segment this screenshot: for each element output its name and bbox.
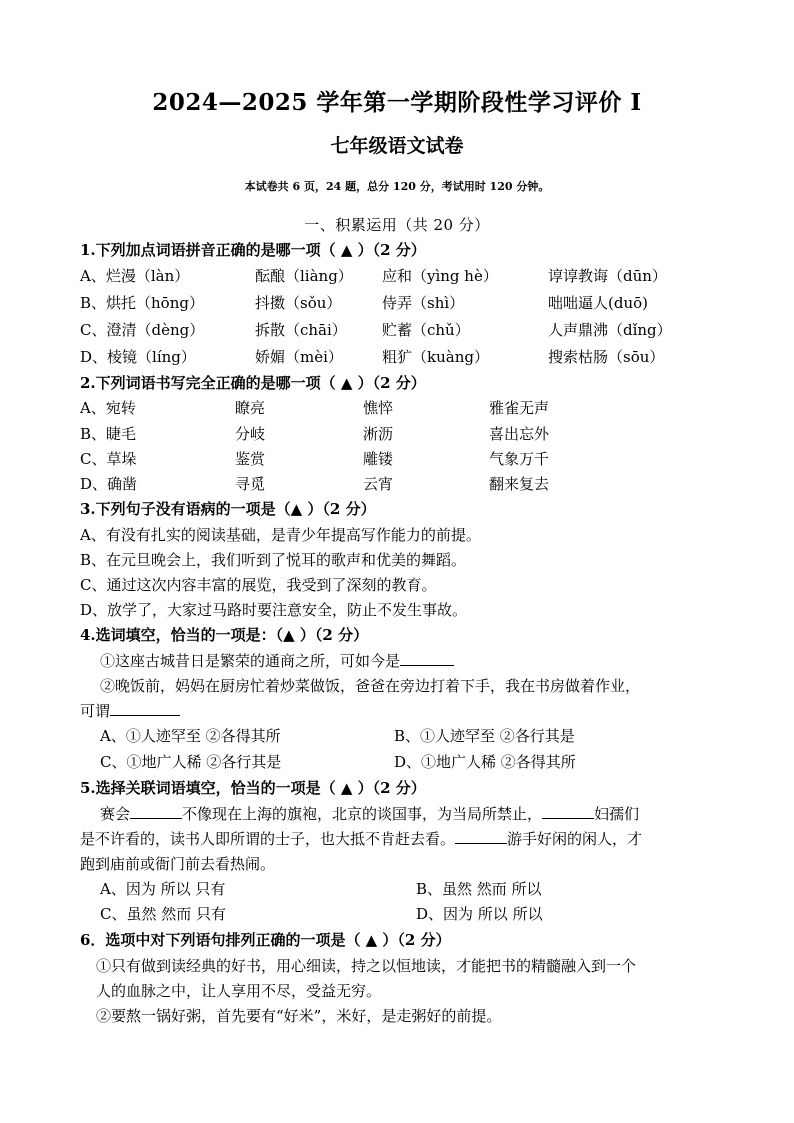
question-4-sentence-2: ②晚饭前，妈妈在厨房忙着炒菜做饭，爸爸在旁边打着下手，我在书房做着作业，	[100, 677, 641, 695]
exam-note: 本试卷共 6 页，24 题，总分 120 分，考试用时 120 分钟。	[244, 180, 550, 193]
question-4-stem: 4.选词填空，恰当的一项是：（▲ ）（2 分）	[80, 626, 369, 644]
option-cell: 鉴赏	[235, 450, 266, 468]
question-5-stem: 5.选择关联词语填空，恰当的一项是（ ▲ ）（2 分）	[80, 779, 426, 797]
question-6-stem: 6．选项中对下列语句排列正确的一项是（ ▲ ）（2 分）	[80, 931, 451, 949]
exam-subtitle: 七年级语文试卷	[330, 135, 464, 157]
answer-blank	[130, 804, 182, 819]
question-5-passage-line-1	[100, 803, 639, 824]
option-cell: A、烂漫（làn）	[80, 267, 190, 285]
question-6-sentence-1: ①只有做到读经典的好书，用心细读，持之以恒地读，才能把书的精髓融入到一个	[96, 957, 637, 975]
passage-text: 不像现在上海的旗袍，北京的谈国事，为当局所禁止，	[182, 805, 543, 823]
option-cell: 应和（yìng hè）	[382, 267, 498, 285]
sentence-text: ①这座古城昔日是繁荣的通商之所，可如今是	[100, 652, 401, 670]
option-cell: B、睫毛	[80, 425, 137, 443]
answer-blank	[110, 701, 180, 716]
question-3-option-d: D、放学了，大家过马路时要注意安全，防止不发生事故。	[80, 601, 468, 619]
option-cell: 喜出忘外	[489, 425, 550, 443]
option-cell: 寻觅	[235, 475, 266, 493]
option-cell: 抖擞（sǒu）	[255, 294, 342, 312]
question-1-stem: 1.下列加点词语拼音正确的是哪一项（ ▲ ）（2 分）	[80, 241, 426, 259]
question-5-passage-line-3: 跑到庙前或衙门前去看热闹。	[80, 855, 276, 873]
option-cell: 搜索枯肠（sōu）	[548, 348, 665, 366]
passage-text: 是不许看的，读书人即所谓的士子，也大抵不肯赶去看。	[80, 830, 456, 848]
passage-text: 赛会	[100, 805, 131, 823]
option-cell: D、棱镜（líng）	[80, 348, 196, 366]
option-cell: 淅沥	[363, 425, 394, 443]
option-cell: 侍弄（shì）	[382, 294, 465, 312]
passage-text: 游手好闲的闲人，才	[507, 830, 643, 848]
option-cell: 憔悴	[363, 399, 394, 417]
question-5-passage-line-2	[80, 828, 642, 849]
option-cell: C、草垛	[80, 450, 137, 468]
question-3-option-b: B、在元旦晚会上，我们听到了悦耳的歌声和优美的舞蹈。	[80, 551, 467, 569]
question-4-sentence-1	[100, 650, 454, 671]
question-6-sentence-1-cont: 人的血脉之中，让人享用不尽，受益无穷。	[96, 982, 382, 1000]
option-cell: 雕镂	[363, 450, 394, 468]
sentence-text: 可谓	[80, 702, 111, 720]
section-heading: 一、积累运用（共 20 分）	[304, 216, 490, 234]
option-cell: 云宵	[363, 475, 394, 493]
exam-title: 2024—2025 学年第一学期阶段性学习评价 I	[152, 89, 642, 116]
option-cell: 粗犷（kuàng）	[382, 348, 489, 366]
option-cell: 人声鼎沸（dǐng）	[548, 321, 672, 339]
option-cell: 贮蓄（chǔ）	[382, 321, 470, 339]
option-cell: 拆散（chāi）	[255, 321, 347, 339]
option-cell: 翻来复去	[489, 475, 550, 493]
question-5-option-c: C、虽然 然而 只有	[100, 905, 227, 923]
option-cell: B、烘托（hōng）	[80, 294, 204, 312]
answer-blank	[542, 804, 594, 819]
question-4-option-b: B、①人迹罕至 ②各行其是	[394, 727, 575, 745]
option-cell: C、澄清（dèng）	[80, 321, 205, 339]
question-5-option-d: D、因为 所以 所以	[416, 905, 543, 923]
option-cell: 咄咄逼人(duō)	[548, 294, 648, 312]
question-5-option-a: A、因为 所以 只有	[100, 880, 226, 898]
question-4-option-a: A、①人迹罕至 ②各得其所	[100, 727, 281, 745]
question-5-option-b: B、虽然 然而 所以	[416, 880, 542, 898]
question-3-option-a: A、有没有扎实的阅读基础，是青少年提高写作能力的前提。	[80, 526, 481, 544]
option-cell: A、宛转	[80, 399, 136, 417]
question-4-option-c: C、①地广人稀 ②各行其是	[100, 753, 282, 771]
question-6-sentence-2: ②要熬一锅好粥，首先要有“好米”，米好，是走粥好的前提。	[96, 1007, 502, 1025]
option-cell: 雅雀无声	[489, 399, 550, 417]
question-2-stem: 2.下列词语书写完全正确的是哪一项（ ▲ ）（2 分）	[80, 374, 426, 392]
option-cell: 瞭亮	[235, 399, 266, 417]
question-3-option-c: C、通过这次内容丰富的展览，我受到了深刻的教育。	[80, 576, 437, 594]
option-cell: 气象万千	[489, 450, 550, 468]
question-4-sentence-2-cont	[80, 700, 180, 721]
question-3-stem: 3.下列句子没有语病的一项是（▲ ）（2 分）	[80, 500, 376, 518]
option-cell: D、确凿	[80, 475, 138, 493]
option-cell: 分岐	[235, 425, 266, 443]
option-cell: 谆谆教诲（dūn）	[548, 267, 667, 285]
option-cell: 娇媚（mèi）	[255, 348, 343, 366]
option-cell: 酝酿（liàng）	[255, 267, 353, 285]
passage-text: 妇孺们	[594, 805, 640, 823]
answer-blank	[455, 829, 507, 844]
answer-blank	[400, 651, 454, 666]
question-4-option-d: D、①地广人稀 ②各得其所	[394, 753, 576, 771]
